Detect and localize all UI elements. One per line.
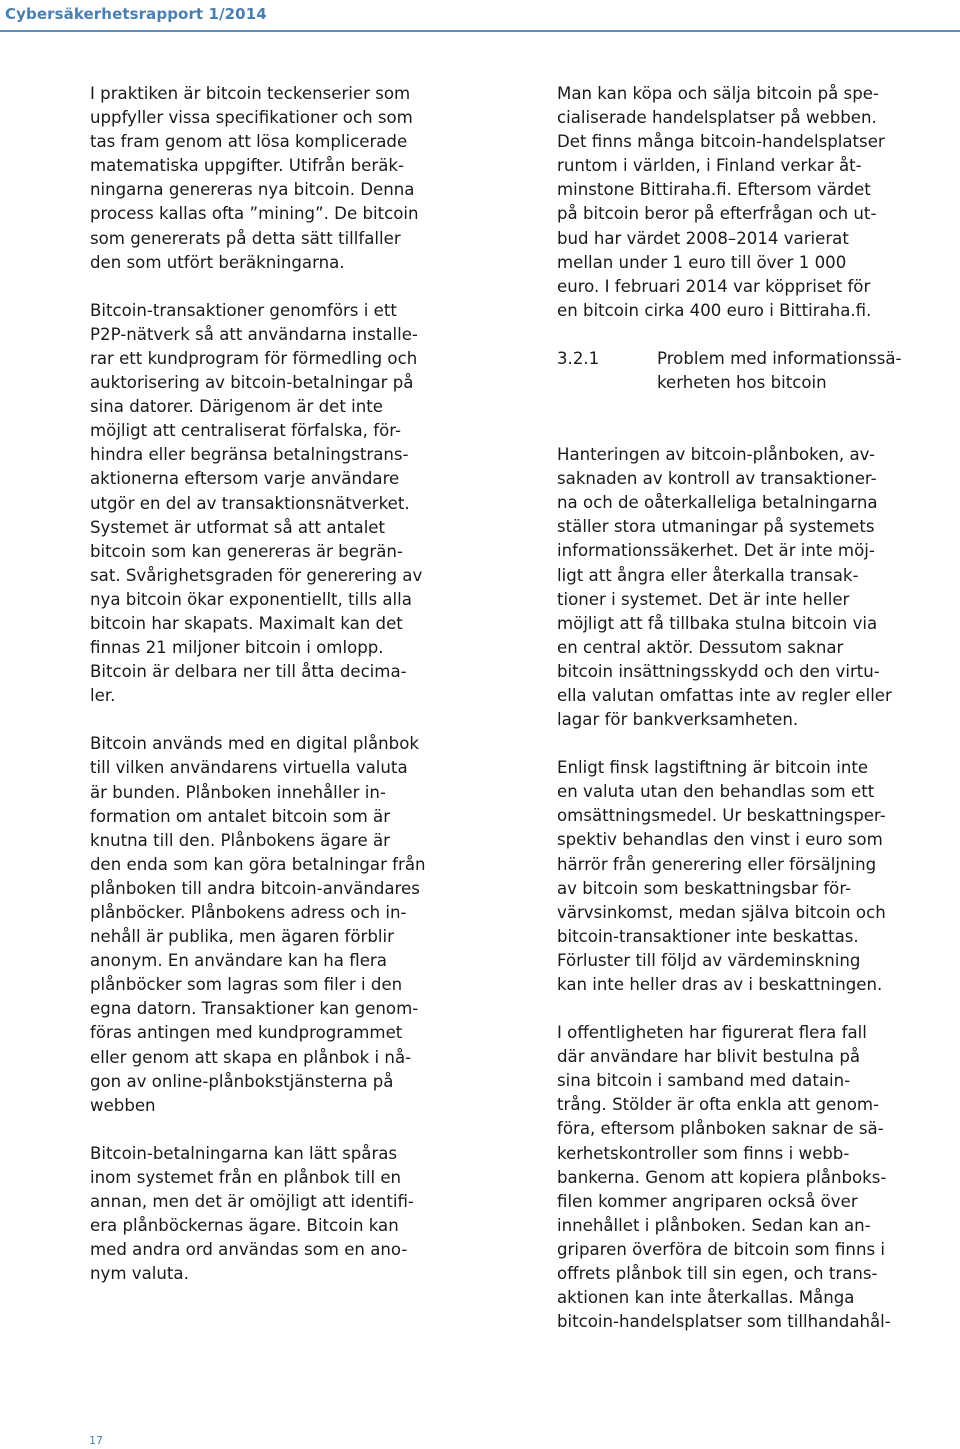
page-number: 17	[89, 1434, 103, 1447]
text-line: Bitcoin-transaktioner genomförs i ett	[90, 300, 397, 320]
text-line: där användare har blivit bestulna på	[557, 1047, 861, 1067]
right-paragraph-1	[557, 82, 960, 323]
text-line: härrör från generering eller försäljning	[557, 854, 877, 874]
text-line: anonym. En användare kan ha flera	[90, 951, 387, 971]
left-paragraph-2	[90, 299, 510, 709]
text-line: bitcoin har skapats. Maximalt kan det	[90, 613, 403, 633]
text-line: ella valutan omfattas inte av regler eller	[557, 685, 892, 705]
text-line: mellan under 1 euro till över 1 000	[557, 252, 847, 272]
right-paragraph-4	[557, 1021, 960, 1334]
text-line: plånböcker som lagras som filer i den	[90, 975, 403, 995]
text-line: egna datorn. Transaktioner kan genom-	[90, 999, 419, 1019]
text-line: griparen överföra de bitcoin som finns i	[557, 1239, 885, 1259]
text-line: aktionerna eftersom varje användare	[90, 469, 400, 489]
text-line: bitcoin-handelsplatser som tillhandahål-	[557, 1312, 891, 1332]
text-line: en bitcoin cirka 400 euro i Bittiraha.fi.	[557, 300, 872, 320]
text-line: med andra ord användas som en ano-	[90, 1240, 408, 1260]
text-line: spektiv behandlas den vinst i euro som	[557, 830, 883, 850]
text-line: är bunden. Plånboken innehåller in-	[90, 782, 386, 802]
text-line: sina datorer. Därigenom är det inte	[90, 397, 383, 417]
text-line: som genererats på detta sätt tillfaller	[90, 228, 401, 248]
text-line: bankerna. Genom att kopiera plånboks-	[557, 1167, 887, 1187]
text-line: trång. Stölder är ofta enkla att genom-	[557, 1095, 880, 1115]
text-line: saknaden av kontroll av transaktioner-	[557, 469, 877, 489]
text-line: aktionen kan inte återkallas. Många	[557, 1288, 855, 1308]
text-line: innehållet i plånboken. Sedan kan an-	[557, 1215, 871, 1235]
text-line: värvsinkomst, medan själva bitcoin och	[557, 902, 886, 922]
text-line: föra, eftersom plånboken saknar de sä-	[557, 1119, 884, 1139]
page-header	[0, 0, 960, 30]
text-line: omsättningsmedel. Ur beskattningsper-	[557, 806, 886, 826]
text-line: Systemet är utformat så att antalet	[90, 517, 386, 537]
text-line: Förluster till följd av värdeminskning	[557, 950, 861, 970]
left-paragraph-1	[90, 82, 510, 275]
text-line: Bitcoin är delbara ner till åtta decima-	[90, 662, 407, 682]
report-title: Cybersäkerhetsrapport 1/2014	[5, 5, 267, 23]
text-line: cialiserade handelsplatser på webben.	[557, 108, 877, 128]
text-line: föras antingen med kundprogrammet	[90, 1023, 403, 1043]
text-line: P2P-nätverk så att användarna installe-	[90, 324, 418, 344]
text-line: I praktiken är bitcoin teckenserier som	[90, 84, 411, 103]
text-line: finnas 21 miljoner bitcoin i omlopp.	[90, 638, 384, 658]
text-line: euro. I februari 2014 var köppriset för	[557, 276, 871, 296]
text-line: I offentligheten har figurerat flera fall	[557, 1023, 867, 1043]
text-line: Bitcoin-betalningarna kan lätt spåras	[90, 1143, 398, 1163]
text-line: filen kommer angriparen också över	[557, 1191, 858, 1211]
text-line: kerhetskontroller som finns i webb-	[557, 1143, 850, 1163]
text-line: bitcoin som kan genereras är begrän-	[90, 541, 403, 561]
text-line: minstone Bittiraha.fi. Eftersom värdet	[557, 180, 871, 200]
text-line: tas fram genom att lösa komplicerade	[90, 132, 408, 152]
text-line: Hanteringen av bitcoin-plånboken, av-	[557, 445, 876, 465]
text-line: runtom i världen, i Finland verkar åt-	[557, 156, 862, 176]
text-line: Man kan köpa och sälja bitcoin på spe-	[557, 84, 879, 103]
section-number: 3.2.1	[557, 348, 600, 368]
text-line: på bitcoin beror på efterfrågan och ut-	[557, 204, 877, 224]
text-line: hindra eller begränsa betalningstrans-	[90, 445, 409, 465]
text-line: formation om antalet bitcoin som är	[90, 806, 391, 826]
text-line: offrets plånbok till sin egen, och trans-	[557, 1264, 878, 1284]
text-line: uppfyller vissa specifikationer och som	[90, 108, 413, 128]
text-line: av bitcoin som beskattningsbar för-	[557, 878, 852, 898]
text-line: en central aktör. Dessutom saknar	[557, 637, 844, 657]
text-line: möjligt att få tillbaka stulna bitcoin via	[557, 613, 878, 633]
text-line: möjligt att centraliserat förfalska, för-	[90, 421, 401, 441]
section-title-line-2: kerheten hos bitcoin	[657, 373, 827, 393]
text-line: Det finns många bitcoin-handelsplatser	[557, 132, 885, 152]
text-line: era plånböckernas ägare. Bitcoin kan	[90, 1216, 399, 1236]
text-line: plånboken till andra bitcoin-användares	[90, 878, 420, 898]
text-line: sina bitcoin i samband med datain-	[557, 1071, 851, 1091]
text-line: Bitcoin används med en digital plånbok	[90, 734, 419, 754]
text-line: matematiska uppgifter. Utifrån beräk-	[90, 156, 404, 176]
text-line: annan, men det är omöjligt att identifi-	[90, 1192, 414, 1212]
text-line: till vilken användarens virtuella valuta	[90, 758, 408, 778]
text-line: ningarna genereras nya bitcoin. Denna	[90, 180, 415, 200]
text-line: den som utfört beräkningarna.	[90, 252, 345, 272]
text-line: bud har värdet 2008–2014 varierat	[557, 228, 849, 248]
text-line: webben	[90, 1095, 156, 1115]
text-line: den enda som kan göra betalningar från	[90, 854, 426, 874]
text-line: utgör en del av transaktionsnätverket.	[90, 493, 410, 513]
text-line: kan inte heller dras av i beskattningen.	[557, 975, 883, 994]
text-line: gon av online-plånbokstjänsterna på	[90, 1071, 394, 1091]
text-line: ställer stora utmaningar på systemets	[557, 517, 875, 537]
text-line: nya bitcoin ökar exponentiellt, tills alla	[90, 589, 412, 609]
right-column	[557, 82, 960, 1334]
text-line: knutna till den. Plånbokens ägare är	[90, 830, 390, 850]
left-paragraph-3	[90, 732, 510, 1118]
text-line: nym valuta.	[90, 1264, 189, 1284]
right-paragraph-2	[557, 443, 960, 732]
text-line: auktorisering av bitcoin-betalningar på	[90, 373, 414, 393]
text-line: process kallas ofta ”mining”. De bitcoin	[90, 204, 419, 224]
text-line: nehåll är publika, men ägaren förblir	[90, 927, 394, 947]
header-divider	[0, 30, 960, 32]
text-line: tioner i systemet. Det är inte heller	[557, 589, 850, 609]
text-line: eller genom att skapa en plånbok i nå-	[90, 1047, 412, 1067]
left-column	[90, 82, 510, 1286]
section-title-line-1: Problem med informationssä-	[657, 348, 902, 368]
text-line: lagar för bankverksamheten.	[557, 710, 799, 730]
text-line: bitcoin insättningsskydd och den virtu-	[557, 661, 880, 681]
text-line: plånböcker. Plånbokens adress och in-	[90, 903, 407, 922]
right-paragraph-3	[557, 756, 960, 997]
text-line: ler.	[90, 686, 116, 706]
text-line: inom systemet från en plånbok till en	[90, 1167, 402, 1187]
section-heading	[557, 347, 960, 419]
text-line: Enligt finsk lagstiftning är bitcoin inte	[557, 758, 869, 778]
text-line: sat. Svårighetsgraden för generering av	[90, 565, 423, 585]
left-paragraph-4	[90, 1142, 510, 1287]
text-line: na och de oåterkalleliga betalningarna	[557, 493, 878, 513]
text-line: bitcoin-transaktioner inte beskattas.	[557, 926, 859, 946]
text-line: rar ett kundprogram för förmedling och	[90, 348, 418, 368]
text-line: informationssäkerhet. Det är inte möj-	[557, 541, 875, 561]
section-title	[657, 347, 902, 395]
text-line: en valuta utan den behandlas som ett	[557, 782, 875, 802]
text-line: ligt att ångra eller återkalla transak-	[557, 565, 859, 585]
